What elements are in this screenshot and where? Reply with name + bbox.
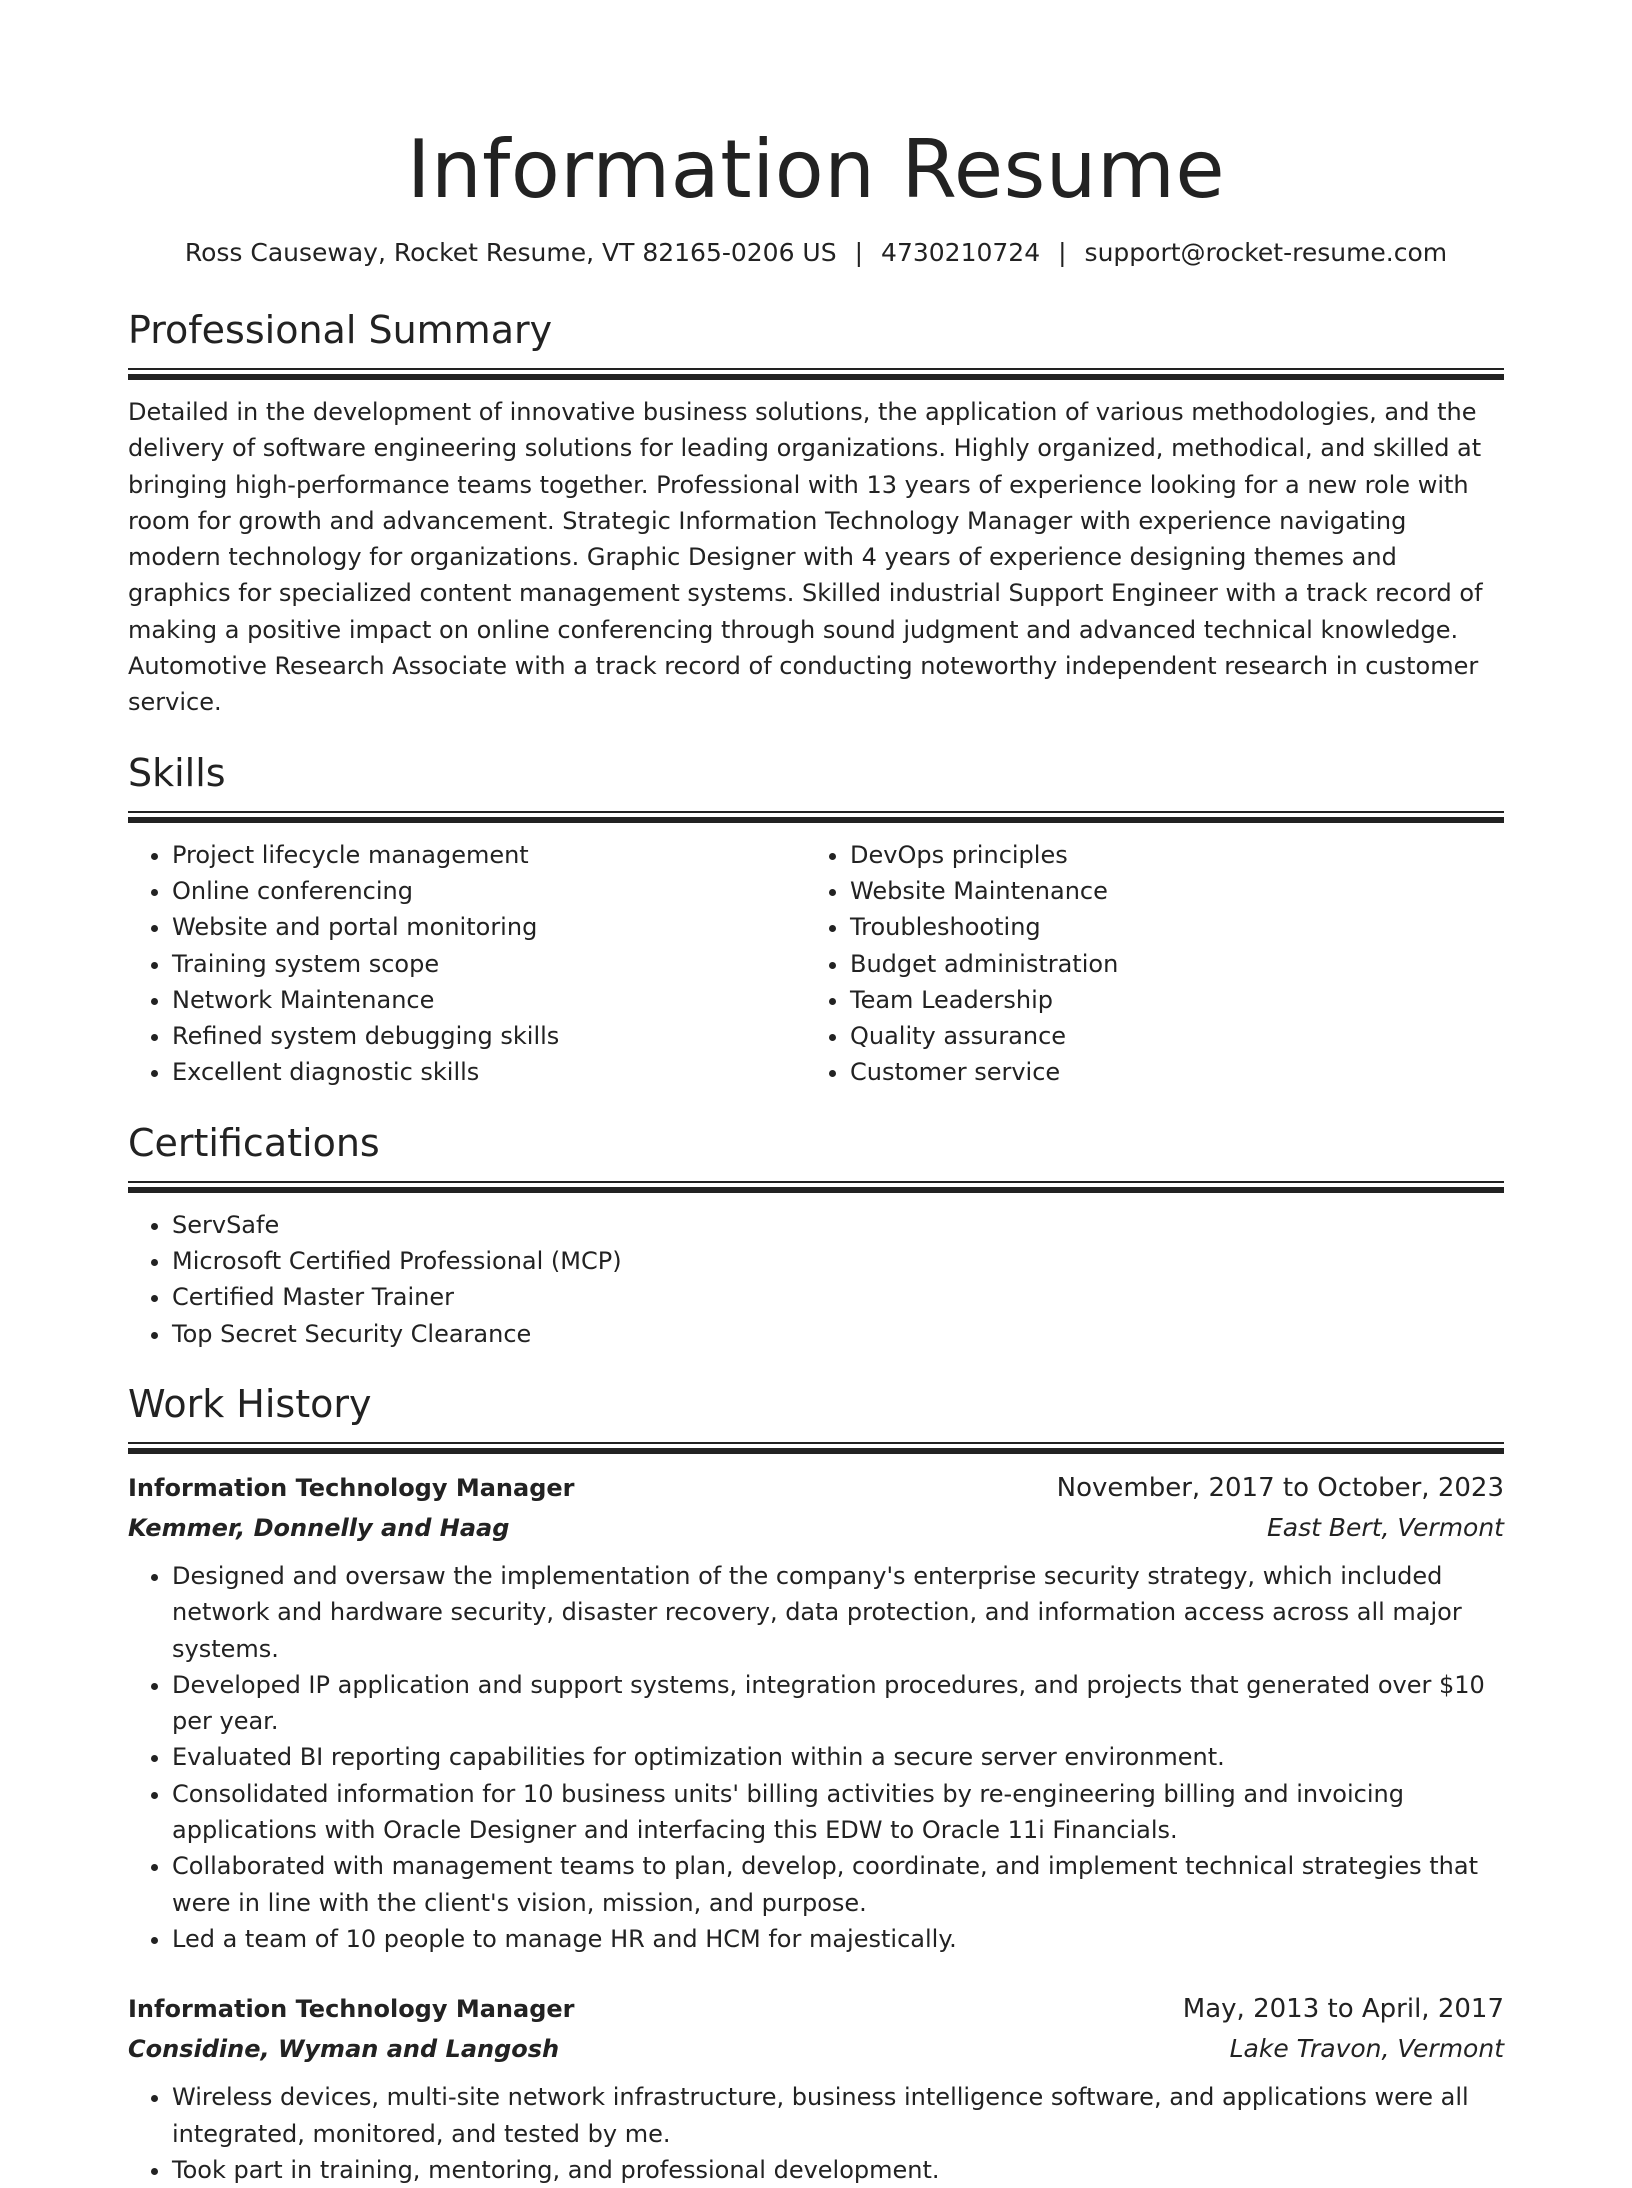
job-company: Considine, Wyman and Langosh <box>128 2035 560 2064</box>
certifications-heading: Certifications <box>128 1120 380 1165</box>
skill-item: • Refined system debugging skills <box>172 1018 806 1054</box>
skill-item: • Customer service <box>850 1054 1484 1090</box>
job-bullet: • Evaluated BI reporting capabilities for optimization within a secure server environment. <box>172 1739 1504 1775</box>
certification-item: • ServSafe <box>172 1207 1504 1243</box>
job-bullet: • Led a team of 10 people to manage HR and HCM for majestically. <box>172 1921 1504 1957</box>
job-location: Lake Travon, Vermont <box>1229 2034 1504 2064</box>
contact-separator: | <box>1058 238 1067 267</box>
section-divider <box>128 368 1504 380</box>
contact-separator: | <box>854 238 864 267</box>
certification-item: • Top Secret Security Clearance <box>172 1316 1504 1352</box>
skill-item: • Online conferencing <box>172 873 806 909</box>
skills-columns <box>128 837 1504 1091</box>
certification-item: • Certified Master Trainer <box>172 1279 1504 1315</box>
summary-text: Detailed in the development of innovative business solutions, the application of various methodologies, and the delivery of software engineering solutions for leading organizations. Highly organized, methodical, and skilled at bringing high-performance teams together. Professional with 13 years of experience looking for a new role with room for growth and advancement. Strategic Information Technology Manager with experience navigating modern technology for organizations. Graphic Designer with 4 years of experience designing themes and graphics for specialized content management systems. Skilled industrial Support Engineer with a track record of making a positive impact on online conferencing through sound judgment and advanced technical knowledge. Automotive Research Associate with a track record of conducting noteworthy independent research in customer service. <box>128 398 1483 717</box>
section-divider <box>128 1181 1504 1193</box>
job-company: Kemmer, Donnelly and Haag <box>128 1513 510 1542</box>
skills-list-left <box>128 837 806 1091</box>
job-bullet: • Collaborated with management teams to plan, develop, coordinate, and implement technical strategies that were in line with the client's vision, mission, and purpose. <box>172 1848 1504 1921</box>
job-bullet: • Wireless devices, multi-site network infrastructure, business intelligence software, and applications were all integrated, monitored, and tested by me. <box>172 2079 1504 2152</box>
certifications-list <box>128 1207 1504 1352</box>
summary-heading: Professional Summary <box>128 308 553 352</box>
job-header <box>128 1989 1504 2029</box>
resume-page <box>128 0 1504 2188</box>
skill-item: • Website and portal monitoring <box>172 909 806 945</box>
skills-list-right <box>806 837 1484 1091</box>
skills-section <box>128 749 1504 1091</box>
job-title: Information Technology Manager <box>128 1473 575 1502</box>
contact-line <box>128 236 1504 270</box>
summary-section <box>128 306 1504 721</box>
certifications-section <box>128 1119 1504 1352</box>
section-divider <box>128 811 1504 823</box>
skill-item: • Website Maintenance <box>850 873 1484 909</box>
job-bullets <box>128 1558 1504 1957</box>
contact-email: support@rocket-resume.com <box>1084 238 1448 267</box>
job-title: Information Technology Manager <box>128 1995 575 2024</box>
certification-item: • Microsoft Certified Professional (MCP) <box>172 1243 1504 1279</box>
job-entry <box>128 1468 1504 1957</box>
job-bullet: • Designed and oversaw the implementation of the company's enterprise security strategy, which included network and hardware security, disaster recovery, data protection, and information access across all major systems. <box>172 1558 1504 1667</box>
skill-item: • Project lifecycle management <box>172 837 806 873</box>
resume-title: Information Resume <box>406 123 1226 216</box>
skill-item: • DevOps principles <box>850 837 1484 873</box>
job-subheader <box>128 1508 1504 1548</box>
job-header <box>128 1468 1504 1508</box>
job-entry <box>128 1989 1504 2188</box>
job-bullet: • Consolidated information for 10 business units' billing activities by re-engineering billing and invoicing applications with Oracle Designer and interfacing this EDW to Oracle 11i Financials. <box>172 1776 1504 1849</box>
job-subheader <box>128 2029 1504 2069</box>
job-dates: November, 2017 to October, 2023 <box>1056 1472 1504 1503</box>
skill-item: • Excellent diagnostic skills <box>172 1054 806 1090</box>
contact-phone: 4730210724 <box>881 238 1041 267</box>
skill-item: • Budget administration <box>850 946 1484 982</box>
job-bullet: • Took part in training, mentoring, and professional development. <box>172 2152 1504 2188</box>
job-bullets <box>128 2079 1504 2188</box>
skill-item: • Quality assurance <box>850 1018 1484 1054</box>
skill-item: • Troubleshooting <box>850 909 1484 945</box>
skills-heading: Skills <box>128 750 226 795</box>
skill-item: • Training system scope <box>172 946 806 982</box>
job-dates: May, 2013 to April, 2017 <box>1182 1994 1504 2025</box>
work-history-section <box>128 1380 1504 2188</box>
work-history-heading: Work History <box>128 1381 372 1426</box>
job-bullet: • Developed IP application and support systems, integration procedures, and projects that generated over $10 per year. <box>172 1667 1504 1740</box>
skill-item: • Team Leadership <box>850 982 1484 1018</box>
section-divider <box>128 1442 1504 1454</box>
contact-address: Ross Causeway, Rocket Resume, VT 82165-0206 US <box>184 238 837 267</box>
skill-item: • Network Maintenance <box>172 982 806 1018</box>
job-location: East Bert, Vermont <box>1267 1512 1504 1542</box>
